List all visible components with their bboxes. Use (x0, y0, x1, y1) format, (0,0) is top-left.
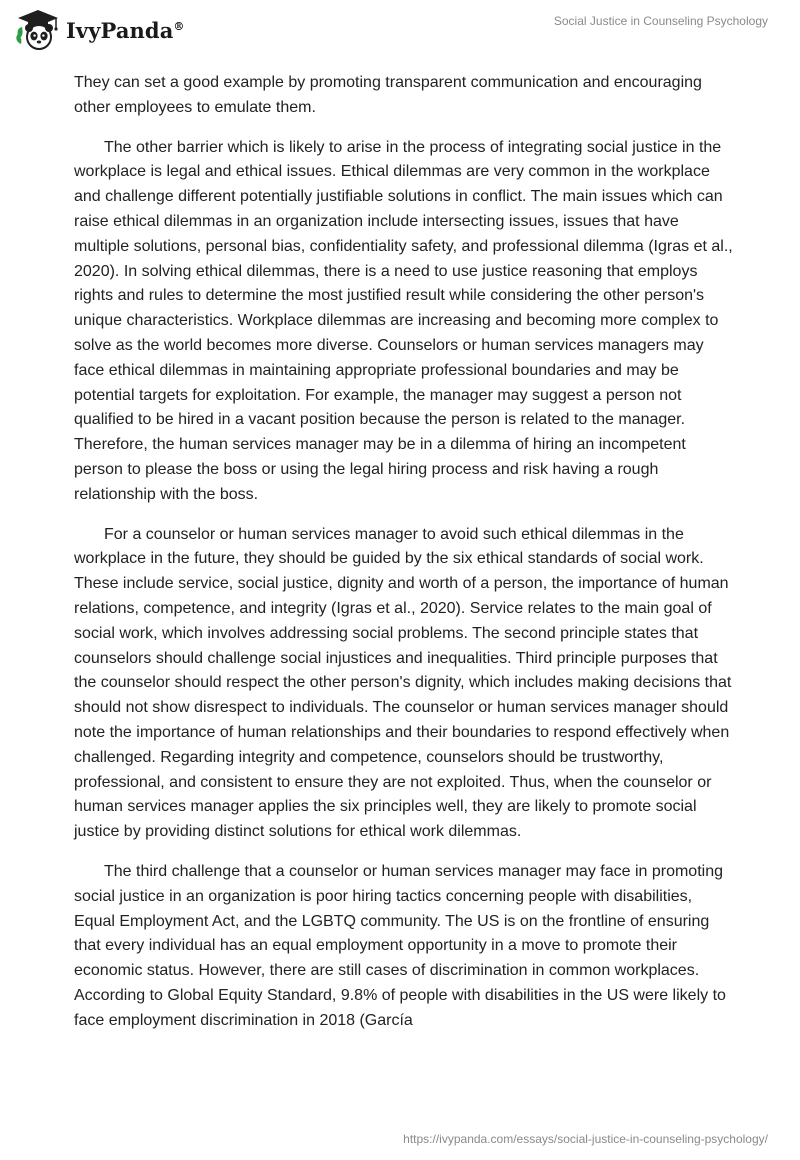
registered-mark: ® (173, 19, 185, 33)
logo-text: IvyPanda® (66, 17, 185, 43)
footer-url-link[interactable]: https://ivypanda.com/essays/social-justice-in-counseling-psychology/ (403, 1132, 768, 1146)
panda-graduate-icon (14, 8, 62, 52)
paragraph-legal-ethical-issues: The other barrier which is likely to arise in the process of integrating social justice in the workplace is legal and ethical issues. Ethical dilemmas are very common in the workplace and challenge different potentially justifiable solutions in conflict. The main issues which can raise ethical dilemmas in an organization include intersecting issues, issues that have multiple solutions, personal bias, confidentiality safety, and professional dilemma (Igras et al., 2020). In solving ethical dilemmas, there is a need to use justice reasoning that employs rights and rules to determine the most justified result while considering the other person's unique characteristics. Workplace dilemmas are increasing and becoming more complex to solve as the world becomes more diverse. Counselors or human services managers may face ethical dilemmas in maintaining appropriate professional boundaries and may be potential targets for exploitation. For example, the manager may suggest a person not qualified to be hired in a vacant position because the person is related to the manager. Therefore, the human services manager may be in a dilemma of hiring an incompetent person to please the boss or using the legal hiring process and risk having a rough relationship with the boss. (74, 138, 733, 503)
essay-body (74, 71, 734, 1048)
page-header (0, 0, 800, 60)
document-title: Social Justice in Counseling Psychology (553, 14, 768, 28)
ivypanda-logo[interactable] (14, 8, 185, 52)
paragraph-ethical-standards: For a counselor or human services manager to avoid such ethical dilemmas in the workplace in the future, they should be guided by the six ethical standards of social work. These include service, social justice, dignity and worth of a person, the importance of human relations, competence, and integrity (Igras et al., 2020). Service relates to the main goal of social work, which involves addressing social problems. The second principle states that counselors should challenge social injustices and inequalities. Third principle purposes that the counselor should respect the other person's dignity, which includes making decisions that should not show disrespect to individuals. The counselor or human services manager should note the importance of human relationships and their boundaries to respond effectively when challenged. Regarding integrity and competence, counselors should be trustworthy, professional, and consistent to ensure they are not exploited. Thus, when the counselor or human services manager applies the six principles well, they are likely to promote social justice by providing distinct solutions for ethical work dilemmas. (74, 525, 732, 841)
paragraph-hiring-tactics: The third challenge that a counselor or human services manager may face in promoting social justice in an organization is poor hiring tactics concerning people with disabilities, Equal Employment Act, and the LGBTQ community. The US is on the frontline of ensuring that every individual has an equal employment opportunity in a move to promote their economic status. However, there are still cases of discrimination in common workplaces. According to Global Equity Standard, 9.8% of people with disabilities in the US were likely to face employment discrimination in 2018 (García (74, 862, 726, 1029)
paragraph-continuation: They can set a good example by promoting transparent communication and encouraging other employees to emulate them. (74, 74, 702, 116)
